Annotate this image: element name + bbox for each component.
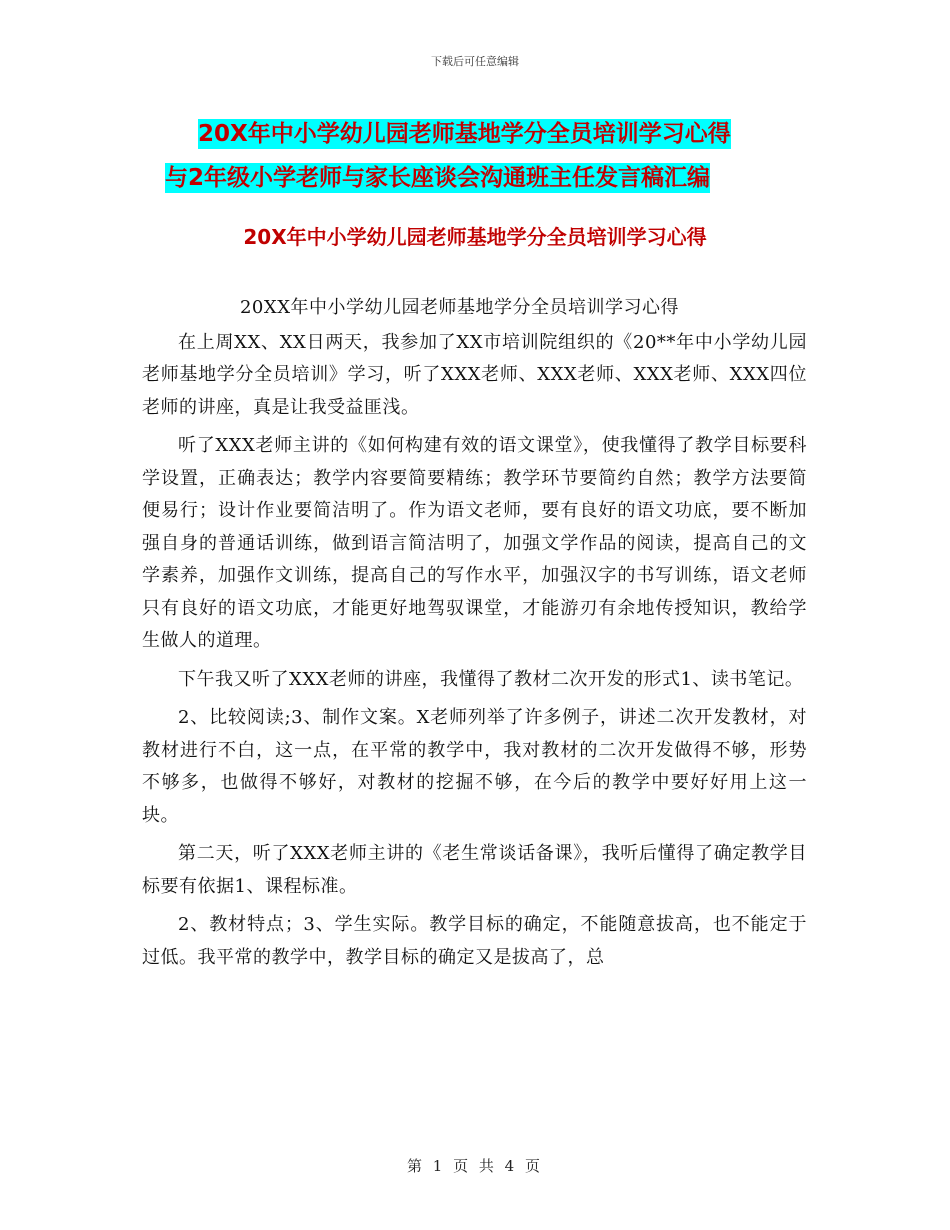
article-subtitle: 20XX年中小学幼儿园老师基地学分全员培训学习心得 xyxy=(239,297,680,318)
paragraph-2: 听了XXX老师主讲的《如何构建有效的语文课堂》，使我懂得了教学目标要科学设置，正确表达；教学内容要简要精练；教学环节要简约自然；教学方法要简便易行；设计作业要简洁明了。作为语文老师，要有良好的语文功底，要不断加强自身的普通话训练，做到语言简洁明了，加强文学作品的阅读，提高自己的文学素养，加强作文训练，提高自己的写作水平，加强汉字的书写训练，语文老师只有良好的语文功底，才能更好地驾驭课堂，才能游刃有余地传授知识，教给学生做人的道理。 xyxy=(142,435,807,651)
section-title: 20X年中小学幼儿园老师基地学分全员培训学习心得 xyxy=(243,225,707,249)
paragraph-1: 在上周XX、XX日两天，我参加了XX市培训院组织的《20**年中小学幼儿园老师基地学分全员培训》学习，听了XXX老师、XXX老师、XXX老师、XXX四位老师的讲座，真是让我受益匪浅。 xyxy=(142,331,807,418)
paragraph-6: 2、教材特点；3、学生实际。教学目标的确定，不能随意拔高，也不能定于过低。我平常的教学中，教学目标的确定又是拔高了，总 xyxy=(142,914,807,968)
main-title-line-2 xyxy=(165,156,805,200)
page-number-footer: 第 1 页 共 4 页 xyxy=(407,1157,543,1175)
paragraph-3: 下午我又听了XXX老师的讲座，我懂得了教材二次开发的形式1、读书笔记。 xyxy=(178,668,804,690)
main-title-line-1 xyxy=(165,112,805,156)
main-title-line-2-text: 与2年级小学老师与家长座谈会沟通班主任发言稿汇编 xyxy=(165,165,711,191)
main-title-line-1-text: 20X年中小学幼儿园老师基地学分全员培训学习心得 xyxy=(198,121,731,147)
document-main-title xyxy=(165,112,805,200)
page-header-note: 下载后可任意编辑 xyxy=(431,55,519,68)
document-body xyxy=(142,292,807,980)
paragraph-5: 第二天，听了XXX老师主讲的《老生常谈话备课》，我听后懂得了确定教学目标要有依据1、课程标准。 xyxy=(142,843,807,897)
paragraph-4: 2、比较阅读;3、制作文案。X老师列举了许多例子，讲述二次开发教材，对教材进行不白，这一点，在平常的教学中，我对教材的二次开发做得不够，形势不够多，也做得不够好，对教材的挖掘不够，在今后的教学中要好好用上这一块。 xyxy=(142,707,807,826)
